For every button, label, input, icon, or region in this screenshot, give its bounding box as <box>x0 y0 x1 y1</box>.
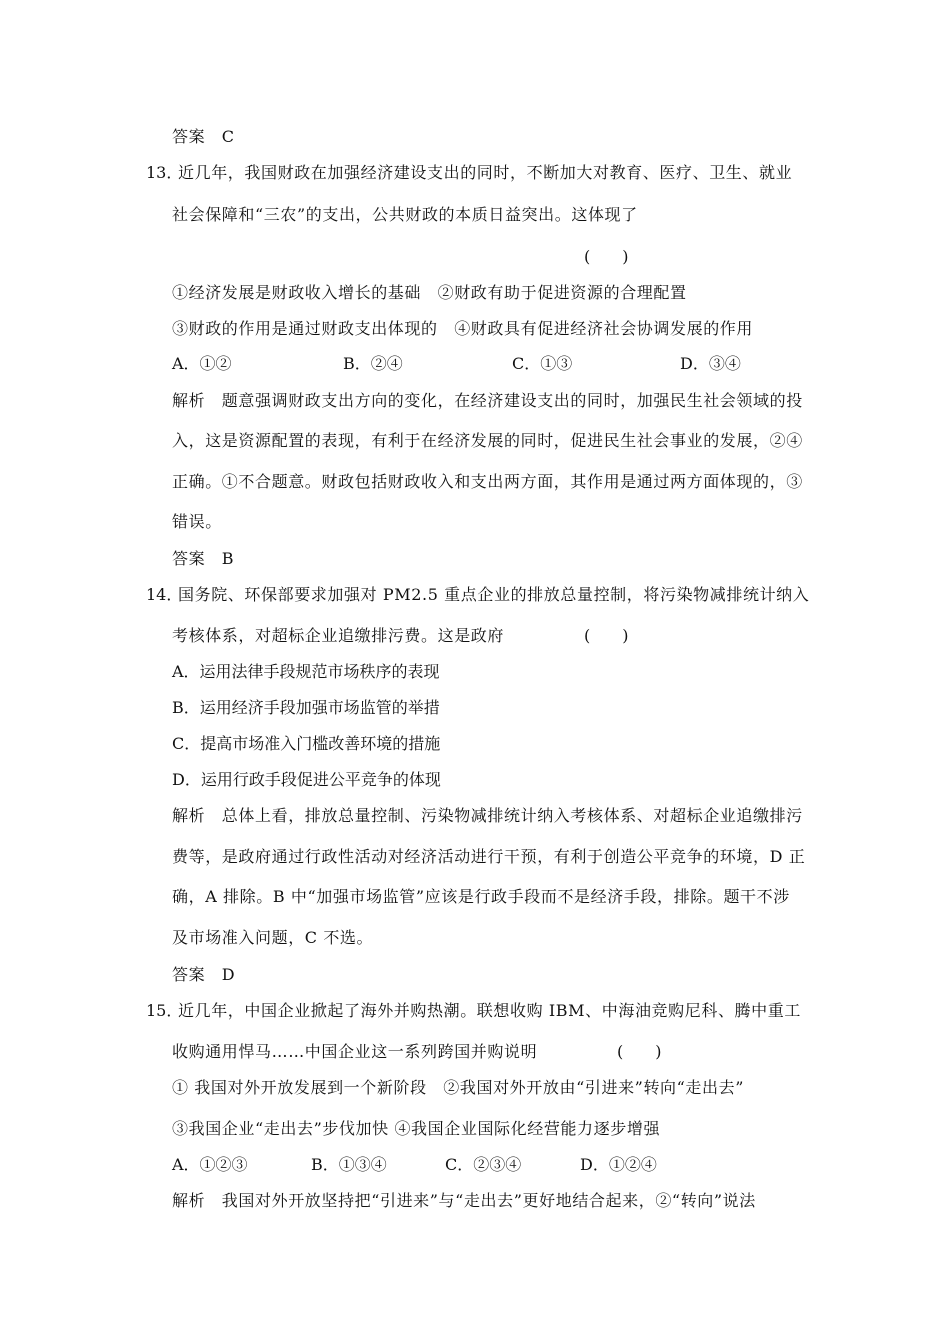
q14-answer: 答案 D <box>172 965 236 984</box>
q15-answer-paren: ( ) <box>617 1042 662 1061</box>
q13-answer: 答案 B <box>172 549 235 568</box>
q13-analysis-line4: 错误。 <box>172 512 222 531</box>
q13-number: 13． <box>146 163 183 182</box>
q15-statements-line1: ① 我国对外开放发展到一个新阶段 ②我国对外开放由“引进来”转向“走出去” <box>172 1078 745 1097</box>
q14-analysis-line1: 解析 总体上看，排放总量控制、污染物减排统计纳入考核体系、对超标企业追缴排污 <box>172 806 803 825</box>
q15-stem-line2: 收购通用悍马……中国企业这一系列跨国并购说明 <box>172 1042 538 1061</box>
q13-stem-line1: 近几年，我国财政在加强经济建设支出的同时，不断加大对教育、医疗、卫生、就业 <box>178 163 793 182</box>
q14-analysis-line3: 确，A 排除。B 中“加强市场监管”应该是行政手段而不是经济手段，排除。题干不涉 <box>172 887 790 906</box>
q15-option-b: B．①③④ <box>311 1155 387 1174</box>
q15-analysis-line1: 解析 我国对外开放坚持把“引进来”与“走出去”更好地结合起来，②“转向”说法 <box>172 1191 756 1210</box>
q15-stem-line1: 近几年，中国企业掀起了海外并购热潮。联想收购 IBM、中海油竞购尼科、腾中重工 <box>178 1001 801 1020</box>
q13-analysis-line1: 解析 题意强调财政支出方向的变化，在经济建设支出的同时，加强民生社会领域的投 <box>172 391 803 410</box>
q15-option-a: A．①②③ <box>172 1155 248 1174</box>
q13-option-b: B．②④ <box>343 354 403 373</box>
q14-stem-line2: 考核体系，对超标企业追缴排污费。这是政府 <box>172 626 505 645</box>
q14-analysis-line4: 及市场准入问题，C 不选。 <box>172 928 374 947</box>
q15-option-d: D．①②④ <box>580 1155 657 1174</box>
q15-number: 15． <box>146 1001 183 1020</box>
q15-option-c: C．②③④ <box>445 1155 522 1174</box>
q14-option-c: C．提高市场准入门槛改善环境的措施 <box>172 734 441 753</box>
q13-statements-line1: ①经济发展是财政收入增长的基础 ②财政有助于促进资源的合理配置 <box>172 283 687 302</box>
q14-number: 14． <box>146 585 183 604</box>
q13-option-a: A．①② <box>172 354 232 373</box>
q12-answer: 答案 C <box>172 127 235 146</box>
q13-stem-line2: 社会保障和“三农”的支出，公共财政的本质日益突出。这体现了 <box>172 205 638 224</box>
q14-option-d: D．运用行政手段促进公平竞争的体现 <box>172 770 441 789</box>
q13-option-d: D．③④ <box>680 354 741 373</box>
q13-statements-line2: ③财政的作用是通过财政支出体现的 ④财政具有促进经济社会协调发展的作用 <box>172 319 754 338</box>
q14-analysis-line2: 费等，是政府通过行政性活动对经济活动进行干预，有利于创造公平竞争的环境，D 正 <box>172 847 806 866</box>
q13-answer-paren: ( ) <box>584 247 629 266</box>
q14-option-b: B．运用经济手段加强市场监管的举措 <box>172 698 440 717</box>
q13-option-c: C．①③ <box>512 354 573 373</box>
q14-stem-line1: 国务院、环保部要求加强对 PM2.5 重点企业的排放总量控制，将污染物减排统计纳入 <box>178 585 810 604</box>
q13-analysis-line3: 正确。①不合题意。财政包括财政收入和支出两方面，其作用是通过两方面体现的，③ <box>172 472 803 491</box>
q14-answer-paren: ( ) <box>584 626 629 645</box>
q15-statements-line2: ③我国企业“走出去”步伐加快 ④我国企业国际化经营能力逐步增强 <box>172 1119 661 1138</box>
q14-option-a: A．运用法律手段规范市场秩序的表现 <box>172 662 440 681</box>
q13-analysis-line2: 入，这是资源配置的表现，有利于在经济发展的同时，促进民生社会事业的发展，②④ <box>172 431 803 450</box>
